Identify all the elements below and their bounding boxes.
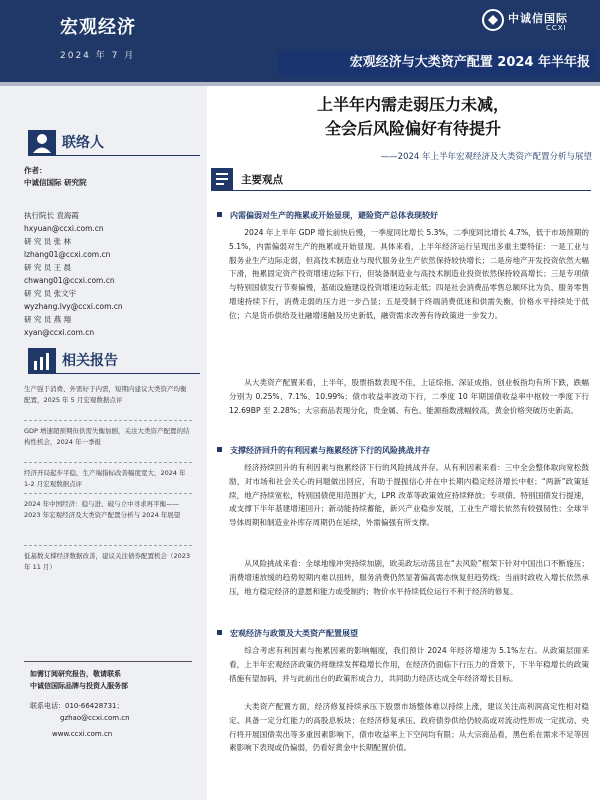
paragraph: 从风险挑战来看：全球地缘冲突持续加剧，欧美政坛动荡且在“去风险”框架下针对中国出口不断施压；消费增速放缓的趋势短期内难以扭转，服务消费仍然显著偏高需态恢复但趋势线；当前时政收入增长依然承压，地方稳定经济的意愿和能力或受制约；物价水平持续低位运行不利于经济的修复。 [229,559,589,596]
related-heading [20,348,200,374]
report-title: 宏观经济与大类资产配置 2024 年半年报 [278,50,596,76]
contacts-heading-label: 联络人 [62,135,104,151]
contacts-heading-rule [54,155,200,156]
divider [24,493,192,494]
report-category: 宏观经济 [60,17,136,38]
contact-role: 研 究 员 燕 翔 [24,315,72,324]
contact-line: 如需订阅研究报告，敬请联系 [30,670,121,678]
bullet-square-icon [217,212,222,217]
report-date: 2024 年 7 月 [60,51,136,61]
contact-website[interactable]: www.ccxi.com.cn [52,730,113,738]
contact-line: 中诚信国际品牌与投资人服务部 [30,682,128,690]
section-heading-text: 宏观经济与政策及大类资产配置展望 [230,629,358,638]
sidebar [0,86,207,800]
key-points-icon [211,168,233,190]
section-heading-text: 支撑经济回升的有利因素与拖累经济下行的风险挑战并存 [230,446,430,455]
logo-mark-icon [482,9,504,31]
related-report-item[interactable]: 经济开局起步平稳，生产端指标改善幅度宽大，2024 年 1-2 月宏观数据点评 [24,469,186,488]
bullet-square-icon [217,630,222,635]
subscription-contact [0,661,207,801]
section-heading [217,210,587,221]
section-heading [217,628,587,639]
related-heading-label: 相关报告 [62,353,118,369]
paragraph: 从大类资产配置来看，上半年，股票指数表现不佳，上证综指、深证成指、创业板指均有所下跌，跌幅分别为 0.25%、7.1%、10.99%；债市收益率波动下行，二季度 10 年期国债收益率中枢较一季度下行 12.69BP 至 2.28%；大宗商品表现分化，贵金属、有色、能源指数涨幅较高，黄金价格突破历史新高。 [229,378,589,415]
contact-phone: 联系电话：010-66428731； [30,702,124,710]
logo-text-en: CCXI [546,24,567,32]
divider [24,462,192,463]
bullet-square-icon [217,447,222,452]
page-title-line-1: 上半年内需走弱压力未减， [316,95,509,114]
related-reports-icon [28,348,56,374]
section-heading [217,445,587,456]
key-points-heading [211,168,591,190]
contact-email[interactable]: gzhao@ccxi.com.cn [60,714,130,722]
section-heading-text: 内需偏弱对生产的拖累或开始显现，避险资产总体表现较好 [230,211,438,220]
paragraph: 经济持续回升的有利因素与拖累经济下行的风险挑战并存。从有利因素来看：三中全会整体取向宽松鼓励，对市场和社会关心的问题做出回应，有助于提振信心并在中长期内稳定经济增长中枢；“两新”政策延续，地产持续宽松，特别国债使用范围扩大，LPR 改革等政策效应持续释放；专项债、特别国债发行提速，或支撑下半年基建增速回升；新动能持续蓄能，新兴产业稳步发展，工业生产增长依然有较强韧性；全球半导体周期和制造业补库存周期仍在延续，外需偏强有所支撑。 [229,463,589,528]
contact-email[interactable]: xyan@ccxi.com.cn [24,328,95,337]
paragraph: 大类资产配置方面，经济修复持续承压下股票市场整体难以持续上涨，建议关注高利润高定性相对稳定、具备一定分红能力的高股息板块；在经济修复承压、政府债券供给仍较高或对流动性形成一定扰动、央行将开展国债卖出等多重因素影响下，债市收益率上下空间均有限；从大宗商品看，黑色系在需求不足等因素影响下表现或仍偏弱，仍看好黄金中长期配置价值。 [229,702,589,753]
related-report-item[interactable]: 2024 年中国经济：稳与进、破与立中寻求再平衡——2023 年宏观经济及大类资产配置分析与 2024 年展望 [24,500,181,519]
contact-role: 执行院长 袁海霞 [24,211,79,220]
divider [24,661,192,662]
author-org: 中诚信国际 研究院 [24,178,87,187]
company-logo [482,8,592,34]
contact-email[interactable]: hxyuan@ccxi.com.cn [24,224,104,233]
page-title-line-2: 全会后风险偏好有待提升 [324,119,501,138]
contacts-icon [28,130,56,156]
contact-email[interactable]: wyzhang.lvy@ccxi.com.cn [24,302,123,311]
key-points-rule [211,190,591,191]
author-label: 作者： [24,166,47,175]
related-report-item[interactable]: 低基数支撑经济数据改善，建议关注债券配置机会（2023 年 11 月） [24,552,191,571]
paragraph: 2024 年上半年 GDP 增长前快后慢，一季度同比增长 5.3%，二季度同比增长 4.7%，低于市场预期的 5.1%，内需偏弱对生产的拖累或开始显现。具体来看，上半年经济运行呈现出多重主要特征：一是工业与服务业生产边际走弱，但高技术制造业与现代服务业生产依然保持较快增长；二是房地产开发投资依然大幅下滑，拖累固定资产投资增速边际下行，但装备制造业与高技术制造业投资依然保持较高增长；三是专项债与特别国债发行节奏偏慢，基础设施建设投资增速边际走低；四是社会消费品零售总额环比为负、服务零售增速持续下行，消费走弱的压力进一步凸显；五是受制于终端消费低迷和供需失衡，价格水平持续处于低位；六是货币供给及社融增速触及历史新低，融资需求改善有待政策进一步发力。 [229,228,589,320]
contacts-heading [20,130,200,156]
related-heading-rule [54,373,200,374]
divider [24,545,192,546]
contact-role: 研 究 员 王 晨 [24,263,72,272]
paragraph: 综合考虑有利因素与拖累因素的影响幅度，我们预计 2024 年经济增速为 5.1%左右。从政策层面来看，上半年宏观经济政策仍将继续发挥稳增长作用，在经济仍面临下行压力的背景下，下半年稳增长的政策措施有望加码，并与此前出台的政策形成合力，共同助力经济达成全年经济增长目标。 [229,646,589,683]
contact-email[interactable]: chwang01@ccxi.com.cn [24,276,115,285]
page-subtitle: ——2024 年上半年宏观经济及大类资产配置分析与展望 [380,152,592,162]
contact-role: 研 究 员 张文宇 [24,289,77,298]
divider [24,420,192,421]
logo-text-cn: 中诚信国际 [508,12,568,25]
key-points-heading-label: 主要观点 [241,174,283,186]
contact-role: 研 究 员 张 林 [24,237,72,246]
related-report-item[interactable]: 生产强于消费、外需好于内需，短期内建议大类资产均衡配置，2025 年 5 月宏观数据点评 [24,385,187,404]
contact-email[interactable]: lzhang01@ccxi.com.cn [24,250,111,259]
related-report-item[interactable]: GDP 增速超预期但供需失衡加剧，关注大类资产配置的结构性机会，2024 年一季报 [24,427,190,446]
